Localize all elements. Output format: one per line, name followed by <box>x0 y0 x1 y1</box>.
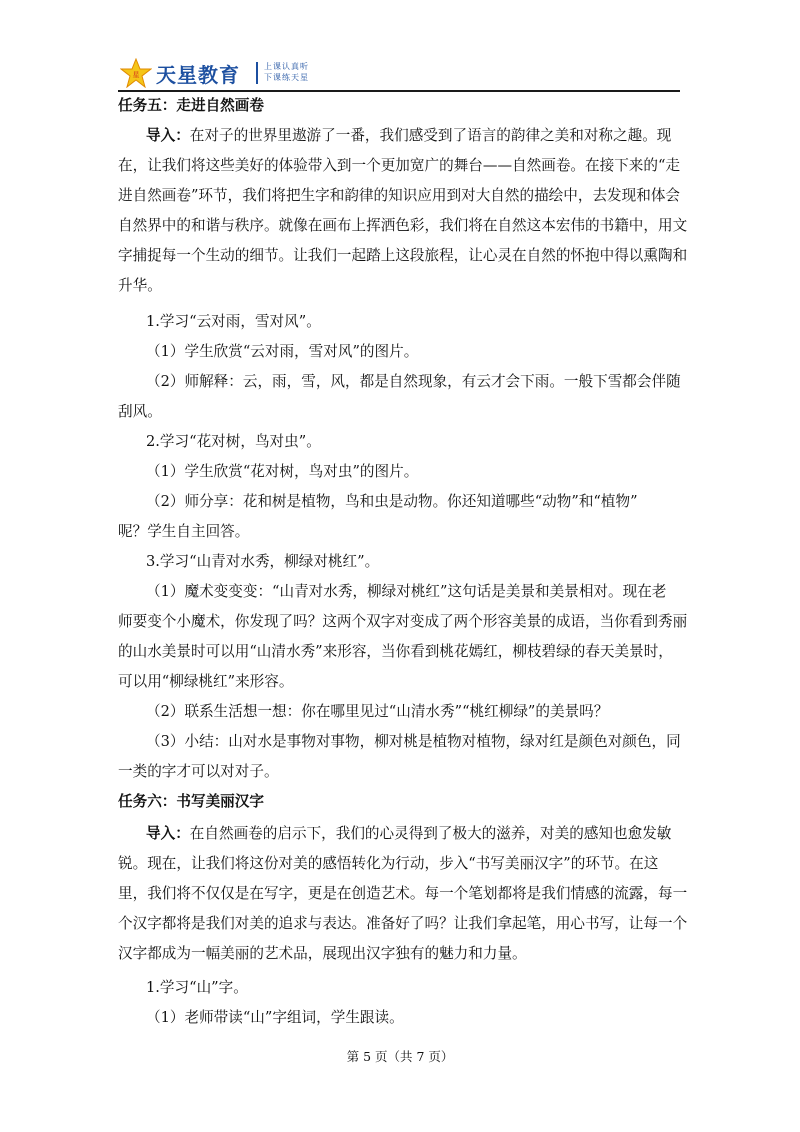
task5-intro-line: 进自然画卷”环节，我们将把生字和韵律的知识应用到对大自然的描绘中，去发现和体会 <box>118 187 681 204</box>
task6-intro-line: 汉字都成为一幅美丽的艺术品，展现出汉字独有的魅力和力量。 <box>118 945 527 962</box>
page-header <box>118 56 680 90</box>
task5-item: 可以用“柳绿桃红”来形容。 <box>118 673 294 690</box>
intro-label: 导入： <box>146 127 190 144</box>
task5-item: （1）魔术变变变：“山青对水秀，柳绿对桃红”这句话是美景和美景相对。现在老 <box>146 583 667 600</box>
task5-item: （1）学生欣赏“云对雨，雪对风”的图片。 <box>146 343 419 360</box>
task5-item: 的山水美景时可以用“山清水秀”来形容，当你看到桃花嫣红，柳枝碧绿的春天美景时， <box>118 643 673 660</box>
task5-intro-line: 在，让我们将这些美好的体验带入到一个更加宽广的舞台——自然画卷。在接下来的“走 <box>118 157 681 174</box>
brand-slogan <box>264 61 309 83</box>
task5-item: 一类的字才可以对对子。 <box>118 763 279 780</box>
task5-item: 3.学习“山青对水秀，柳绿对桃红”。 <box>146 553 380 570</box>
task6-intro-line <box>146 824 671 844</box>
task5-intro-line: 字捕捉每一个生动的细节。让我们一起踏上这段旅程，让心灵在自然的怀抱中得以熏陶和 <box>118 247 688 264</box>
task5-intro-line: 升华。 <box>118 277 162 294</box>
task5-item: （2）师解释：云，雨，雪，风，都是自然现象，有云才会下雨。一般下雪都会伴随 <box>146 373 681 390</box>
task6-item: 1.学习“山”字。 <box>146 979 248 996</box>
logo-text: 星 <box>132 71 140 79</box>
task6-intro-line: 个汉字都将是我们对美的追求与表达。准备好了吗？让我们拿起笔，用心书写，让每一个 <box>118 915 688 932</box>
task6-intro-line: 锐。现在，让我们将这份对美的感悟转化为行动，步入“书写美丽汉字”的环节。在这 <box>118 855 659 872</box>
task5-item: （2）师分享：花和树是植物，鸟和虫是动物。你还知道哪些“动物”和“植物” <box>146 493 638 510</box>
task6-title: 任务六：书写美丽汉字 <box>118 793 264 810</box>
task5-item: 刮风。 <box>118 403 162 420</box>
task5-item: （1）学生欣赏“花对树，鸟对虫”的图片。 <box>146 463 419 480</box>
brand-divider <box>256 62 258 84</box>
task5-item: 呢？学生自主回答。 <box>118 523 250 540</box>
task6-intro-line: 里，我们将不仅仅是在写字，更是在创造艺术。每一个笔划都将是我们情感的流露，每一 <box>118 885 688 902</box>
slogan-line-1: 上课认真听 <box>264 62 309 71</box>
task5-title: 任务五：走进自然画卷 <box>118 97 264 114</box>
task5-item: 1.学习“云对雨，雪对风”。 <box>146 313 321 330</box>
task5-item: 2.学习“花对树，鸟对虫”。 <box>146 433 321 450</box>
intro-text: 在自然画卷的启示下，我们的心灵得到了极大的滋养，对美的感知也愈发敏 <box>189 825 672 842</box>
slogan-line-2: 下课练天星 <box>264 73 309 82</box>
task5-intro-line: 自然界中的和谐与秩序。就像在画布上挥洒色彩，我们将在自然这本宏伟的书籍中，用文 <box>118 217 688 234</box>
task5-intro-line <box>146 126 671 146</box>
intro-label: 导入： <box>146 825 190 842</box>
task6-item: （1）老师带读“山”字组词，学生跟读。 <box>146 1009 404 1026</box>
page-number: 第 5 页（共 7 页） <box>346 1049 454 1064</box>
task5-item: （3）小结：山对水是事物对事物，柳对桃是植物对植物，绿对红是颜色对颜色，同 <box>146 733 681 750</box>
brand-name: 天星教育 <box>156 63 240 87</box>
task5-item: （2）联系生活想一想：你在哪里见过“山清水秀”“桃红柳绿”的美景吗？ <box>146 703 609 720</box>
intro-text: 在对子的世界里遨游了一番，我们感受到了语言的韵律之美和对称之趣。现 <box>189 127 672 144</box>
star-logo-icon <box>120 58 152 88</box>
task5-item: 师要变个小魔术，你发现了吗？这两个双字对变成了两个形容美景的成语，当你看到秀丽 <box>118 613 688 630</box>
header-rule <box>118 90 680 92</box>
